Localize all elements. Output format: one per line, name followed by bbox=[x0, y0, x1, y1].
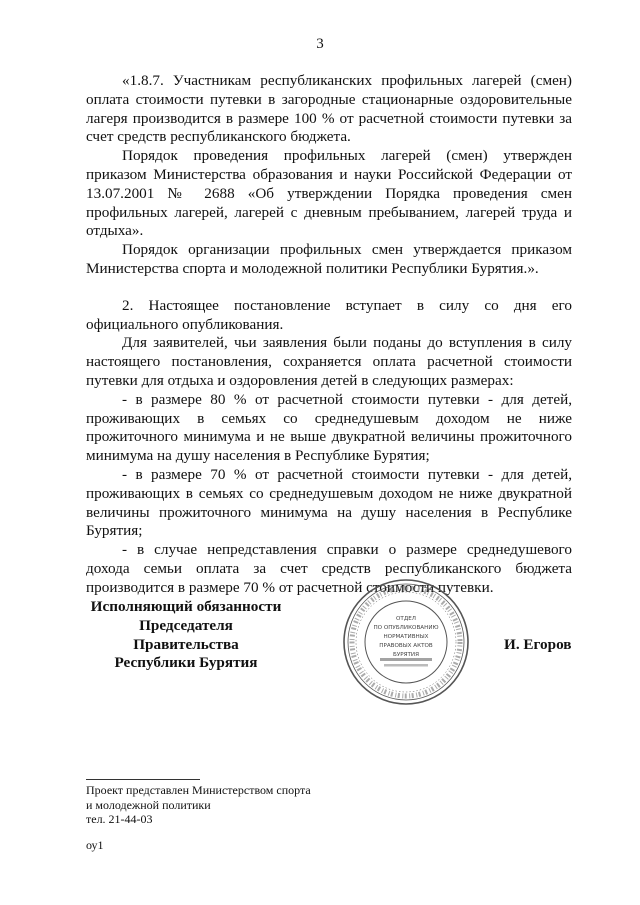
signer-name: И. Егоров bbox=[504, 636, 572, 653]
paragraph-1-8-7: «1.8.7. Участникам республиканских профильных лагерей (смен) оплата стоимости путевки в загородные стационарные оздоровительные лагеря производится в размере 100 % от расчетной стоимости путевки за счет средств республиканского бюджета. bbox=[86, 72, 572, 146]
paragraph-shift-organization: Порядок организации профильных смен утверждается приказом Министерства спорта и молодежной политики Республики Бурятия.». bbox=[86, 241, 572, 277]
signature-title bbox=[86, 598, 286, 673]
list-item-80-percent: - в размере 80 % от расчетной стоимости путевки - для детей, проживающих в семьях со среднедушевым доходом не ниже прожиточного минимума и не выше двукратной величины прожиточного минимума на душу населения в Республике Бурятия; bbox=[86, 390, 572, 465]
list-item-70-percent: - в размере 70 % от расчетной стоимости путевки - для детей, проживающих в семьях со среднедушевым доходом не ниже двукратной величины прожиточного минимума на душу населения в Республике Бурятия; bbox=[86, 465, 572, 540]
official-seal-stamp bbox=[342, 578, 470, 706]
footnote bbox=[86, 783, 311, 827]
paragraph-applicants: Для заявителей, чьи заявления были поданы до вступления в силу настоящего постановления, сохраняется оплата расчетной стоимости путевки для отдыха и оздоровления детей в следующих размерах: bbox=[86, 334, 572, 389]
document-body bbox=[86, 72, 572, 598]
paragraph-gap bbox=[86, 279, 572, 297]
list-item-no-certificate: - в случае непредставления справки о размере среднедушевого дохода семьи оплата за счет средств республиканского бюджета производится в размере 70 % от расчетной стоимости путевки. bbox=[86, 541, 572, 596]
footnote-phone: тел. 21-44-03 bbox=[86, 812, 153, 826]
seal-line-5: БУРЯТИЯ bbox=[393, 652, 419, 658]
document-code: оу1 bbox=[86, 838, 104, 852]
paragraph-effective-date: 2. Настоящее постановление вступает в силу со дня его официального опубликования. bbox=[86, 296, 572, 333]
footnote-divider bbox=[86, 779, 200, 780]
seal-line-1: ОТДЕЛ bbox=[396, 616, 416, 622]
paragraph-camp-procedure: Порядок проведения профильных лагерей (смен) утвержден приказом Министерства образования и науки Российской Федерации от 13.07.2001 № 2688 «Об утверждении Порядка проведения смен профильных лагерей, лагерей с дневным пребыванием, лагерей труда и отдыха». bbox=[86, 147, 572, 240]
seal-line-3: НОРМАТИВНЫХ bbox=[383, 634, 429, 640]
page-number: 3 bbox=[316, 36, 324, 52]
footnote-line-1: Проект представлен Министерством спорта bbox=[86, 783, 311, 797]
signature-line-2: Председателя Правительства bbox=[133, 616, 239, 653]
signature-line-3: Республики Бурятия bbox=[114, 654, 258, 672]
signature-line-1: Исполняющий обязанности bbox=[90, 598, 282, 615]
footnote-line-2: и молодежной политики bbox=[86, 797, 211, 812]
seal-line-4: ПРАВОВЫХ АКТОВ bbox=[379, 643, 433, 649]
seal-line-2: ПО ОПУБЛИКОВАНИЮ bbox=[373, 625, 439, 631]
